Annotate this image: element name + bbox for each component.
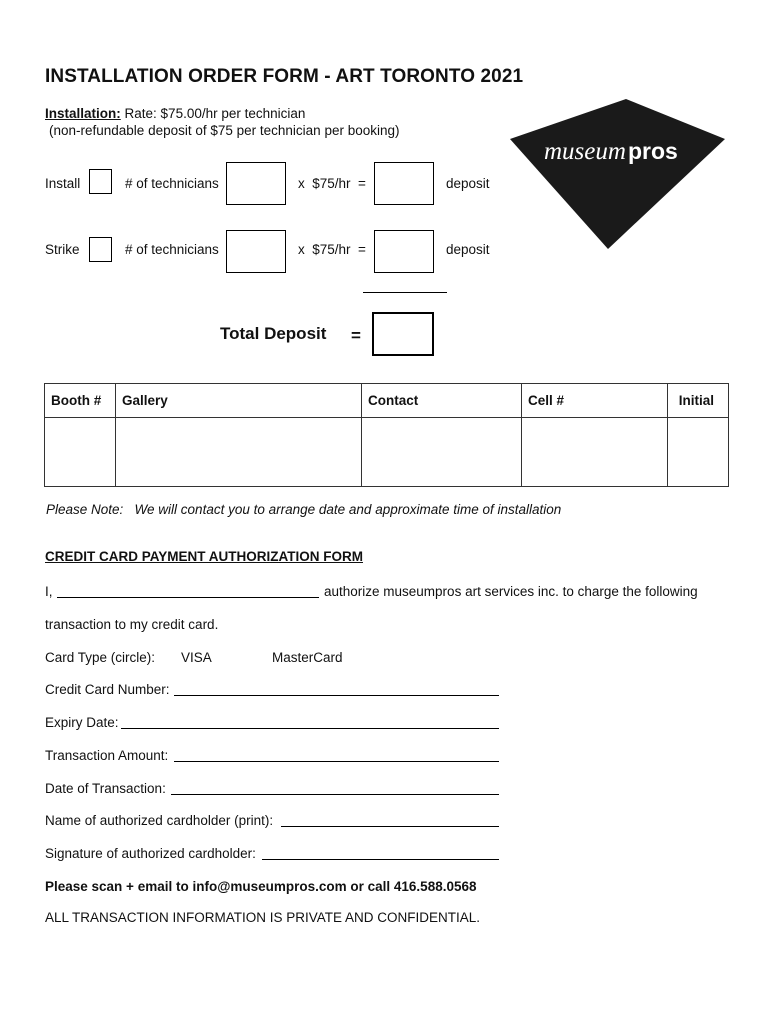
strike-deposit-input[interactable] [374,230,434,273]
install-rate-label: x $75/hr = [298,176,366,191]
cardholder-name-label: Name of authorized cardholder (print): [45,813,274,828]
strike-technicians-input[interactable] [226,230,286,273]
total-deposit-equals: = [351,326,361,345]
total-deposit-label: Total Deposit [220,324,327,343]
cardholder-signature-line[interactable] [262,859,499,860]
transaction-text: transaction to my credit card. [45,617,219,632]
install-technicians-input[interactable] [226,162,286,205]
col-gallery: Gallery [116,384,362,418]
install-technicians-label: # of technicians [125,176,219,191]
col-cell: Cell # [522,384,668,418]
cardholder-name-line[interactable] [281,826,499,827]
install-deposit-input[interactable] [374,162,434,205]
credit-card-heading: CREDIT CARD PAYMENT AUTHORIZATION FORM [45,549,363,564]
table-row [45,418,729,487]
table-header-row [45,384,729,418]
logo-text-bold: pros [628,138,678,164]
cardholder-signature-label: Signature of authorized cardholder: [45,846,256,861]
total-deposit-input[interactable] [372,312,434,356]
col-booth: Booth # [45,384,116,418]
transaction-date-line[interactable] [171,794,499,795]
col-initial: Initial [668,384,729,418]
authorize-text: authorize museumpros art services inc. to charge the following [324,584,698,599]
install-label: Install [45,176,81,191]
name-blank-line[interactable] [57,597,319,598]
i-prefix: I, [45,584,53,599]
install-deposit-label: deposit [446,176,490,191]
privacy-statement: ALL TRANSACTION INFORMATION IS PRIVATE AND CONFIDENTIAL. [45,910,481,925]
sum-divider [363,292,447,293]
logo-text-italic: museum [544,138,626,165]
col-contact: Contact [362,384,522,418]
museumpros-logo [510,99,725,251]
transaction-date-label: Date of Transaction: [45,781,166,796]
cell-number-cell[interactable] [522,418,668,487]
strike-checkbox[interactable] [89,237,112,262]
strike-label: Strike [45,242,80,257]
card-number-line[interactable] [174,695,499,696]
transaction-amount-label: Transaction Amount: [45,748,169,763]
deposit-note: (non-refundable deposit of $75 per technician per booking) [49,123,400,138]
card-type-mastercard[interactable]: MasterCard [272,650,343,665]
card-type-label: Card Type (circle): [45,650,156,665]
expiry-date-line[interactable] [121,728,499,729]
transaction-amount-line[interactable] [174,761,499,762]
card-number-label: Credit Card Number: [45,682,170,697]
page-title: INSTALLATION ORDER FORM - ART TORONTO 2021 [45,66,524,87]
installation-note: Please Note: We will contact you to arrange date and approximate time of installation [46,502,562,517]
initial-cell[interactable] [668,418,729,487]
installation-label: Installation: [45,106,121,121]
booth-cell[interactable] [45,418,116,487]
strike-technicians-label: # of technicians [125,242,219,257]
installation-rate: Rate: $75.00/hr per technician [124,106,306,121]
installation-rate-line [45,106,305,121]
gallery-cell[interactable] [116,418,362,487]
booth-table [44,383,729,487]
contact-instructions: Please scan + email to info@museumpros.com or call 416.588.0568 [45,879,477,894]
contact-cell[interactable] [362,418,522,487]
install-checkbox[interactable] [89,169,112,194]
strike-deposit-label: deposit [446,242,490,257]
expiry-date-label: Expiry Date: [45,715,119,730]
strike-rate-label: x $75/hr = [298,242,366,257]
card-type-visa[interactable]: VISA [181,650,212,665]
